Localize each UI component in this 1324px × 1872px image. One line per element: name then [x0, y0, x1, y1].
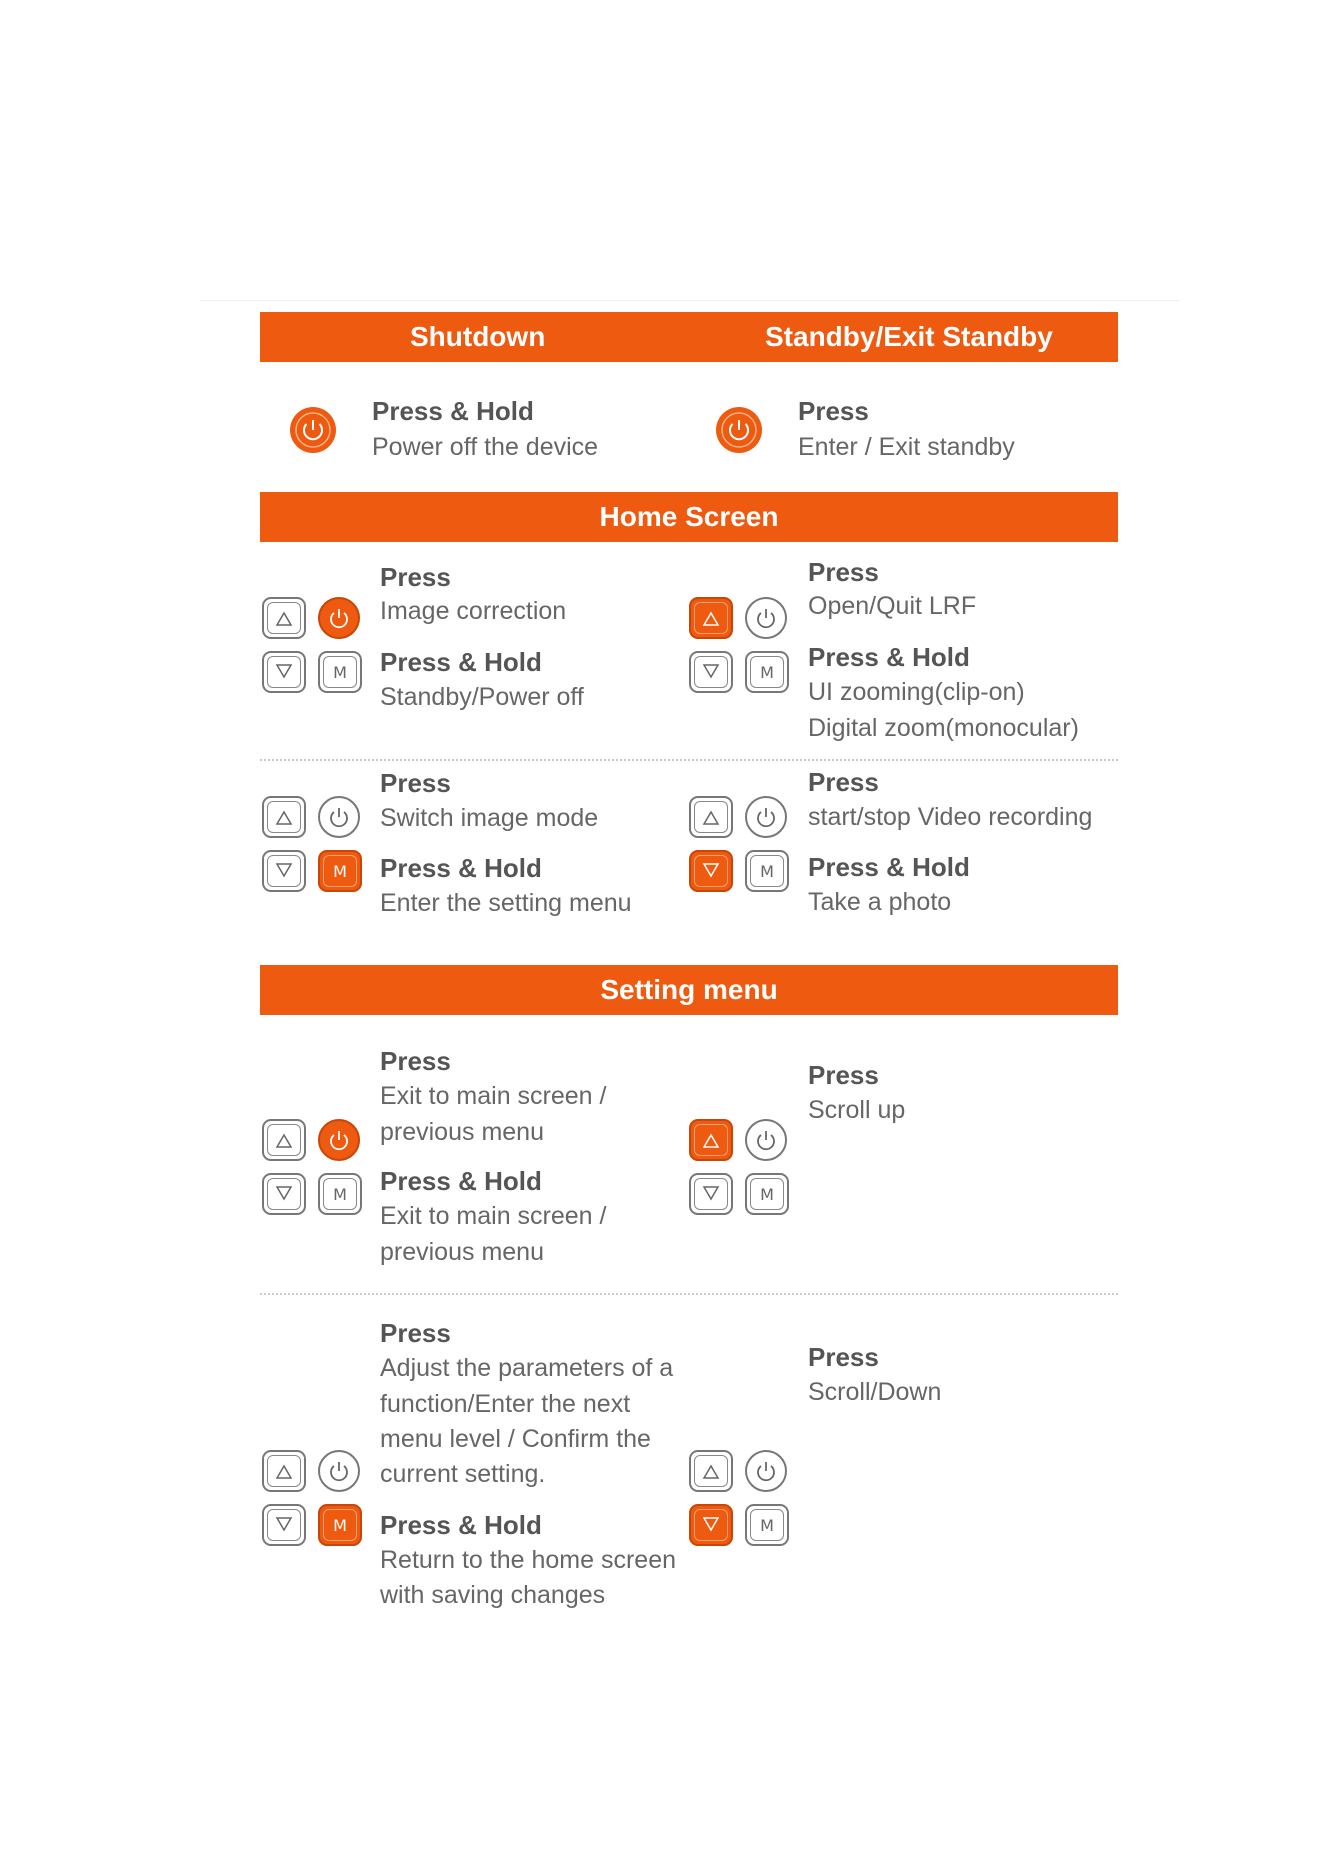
power-button	[318, 597, 360, 639]
m-button	[745, 651, 789, 693]
standby-action: Press	[798, 396, 869, 426]
svg-text:M: M	[333, 862, 347, 881]
up-button	[262, 597, 306, 639]
down-button	[262, 1504, 306, 1546]
svg-text:M: M	[760, 1516, 774, 1535]
svg-text:M: M	[760, 862, 774, 881]
setting-a-press-desc: Exit to main screen /	[380, 1082, 607, 1110]
svg-text:M: M	[333, 663, 347, 682]
home-a-hold: Press & Hold	[380, 647, 542, 677]
top-divider	[200, 300, 1180, 301]
svg-text:M: M	[333, 1516, 347, 1535]
up-button	[689, 1450, 733, 1492]
power-button	[745, 1119, 787, 1161]
setting-c-hold-desc: Return to the home screen	[380, 1546, 676, 1574]
divider	[260, 1293, 1118, 1295]
down-button	[689, 1173, 733, 1215]
down-button	[262, 850, 306, 892]
button-cluster	[262, 1119, 372, 1229]
shutdown-desc: Power off the device	[372, 433, 599, 461]
home-c-hold: Press & Hold	[380, 853, 542, 883]
power-button	[318, 1119, 360, 1161]
setting-a-hold: Press & Hold	[380, 1166, 542, 1196]
home-d-press-desc: start/stop Video recording	[808, 803, 1093, 831]
button-cluster	[262, 796, 372, 906]
down-button	[689, 850, 733, 892]
home-b-press: Press	[808, 557, 879, 587]
header-band	[260, 312, 1118, 362]
power-icon	[288, 405, 338, 455]
down-button	[262, 651, 306, 693]
down-button	[689, 651, 733, 693]
home-b-hold-desc: Digital zoom(monocular)	[808, 714, 1079, 742]
m-button	[318, 850, 362, 892]
setting-b-press-desc: Scroll up	[808, 1096, 906, 1124]
up-button	[689, 796, 733, 838]
power-button	[318, 1450, 360, 1492]
setting-c-hold: Press & Hold	[380, 1510, 542, 1540]
power-button	[318, 796, 360, 838]
setting-band	[260, 965, 1118, 1015]
shutdown-action: Press & Hold	[372, 396, 534, 426]
button-cluster	[689, 1119, 799, 1229]
setting-b-press: Press	[808, 1060, 879, 1090]
button-cluster	[689, 1450, 799, 1560]
setting-c-hold-desc: with saving changes	[380, 1581, 606, 1609]
shutdown-title: Shutdown	[410, 321, 546, 352]
m-button	[318, 1504, 362, 1546]
m-button	[745, 1504, 789, 1546]
power-button	[745, 1450, 787, 1492]
home-d-press: Press	[808, 767, 879, 797]
svg-text:M: M	[760, 663, 774, 682]
home-title: Home Screen	[599, 501, 779, 532]
standby-title: Standby/Exit Standby	[765, 321, 1053, 352]
up-button	[689, 597, 733, 639]
home-band	[260, 492, 1118, 542]
m-button	[745, 850, 789, 892]
divider	[260, 759, 1118, 761]
home-a-press: Press	[380, 562, 451, 592]
m-button	[318, 651, 362, 693]
setting-c-press: Press	[380, 1318, 451, 1348]
setting-title: Setting menu	[600, 974, 778, 1005]
power-icon	[714, 405, 764, 455]
setting-a-press: Press	[380, 1046, 451, 1076]
down-button	[689, 1504, 733, 1546]
home-a-press-desc: Image correction	[380, 597, 567, 625]
setting-c-press-desc: menu level / Confirm the	[380, 1425, 651, 1453]
setting-a-hold-desc: previous menu	[380, 1238, 544, 1266]
home-b-press-desc: Open/Quit LRF	[808, 592, 977, 620]
m-button	[318, 1173, 362, 1215]
home-c-hold-desc: Enter the setting menu	[380, 889, 632, 917]
setting-a-hold-desc: Exit to main screen /	[380, 1202, 607, 1230]
power-button	[745, 597, 787, 639]
button-cluster	[262, 597, 372, 707]
m-button	[745, 1173, 789, 1215]
up-button	[689, 1119, 733, 1161]
standby-desc: Enter / Exit standby	[798, 433, 1015, 461]
setting-c-press-desc: function/Enter the next	[380, 1390, 631, 1418]
button-cluster	[262, 1450, 372, 1560]
home-d-hold: Press & Hold	[808, 852, 970, 882]
button-cluster	[689, 796, 799, 906]
home-d-hold-desc: Take a photo	[808, 888, 952, 916]
power-button	[745, 796, 787, 838]
home-b-hold: Press & Hold	[808, 642, 970, 672]
button-cluster	[689, 597, 799, 707]
up-button	[262, 1450, 306, 1492]
up-button	[262, 1119, 306, 1161]
setting-a-press-desc: previous menu	[380, 1118, 544, 1146]
svg-text:M: M	[333, 1185, 347, 1204]
setting-c-press-desc: Adjust the parameters of a	[380, 1354, 674, 1382]
home-b-hold-desc: UI zooming(clip-on)	[808, 678, 1025, 706]
home-c-press-desc: Switch image mode	[380, 804, 599, 832]
setting-d-press-desc: Scroll/Down	[808, 1378, 942, 1406]
setting-d-press: Press	[808, 1342, 879, 1372]
svg-text:M: M	[760, 1185, 774, 1204]
setting-c-press-desc: current setting.	[380, 1460, 546, 1488]
up-button	[262, 796, 306, 838]
home-c-press: Press	[380, 768, 451, 798]
home-a-hold-desc: Standby/Power off	[380, 683, 584, 711]
down-button	[262, 1173, 306, 1215]
